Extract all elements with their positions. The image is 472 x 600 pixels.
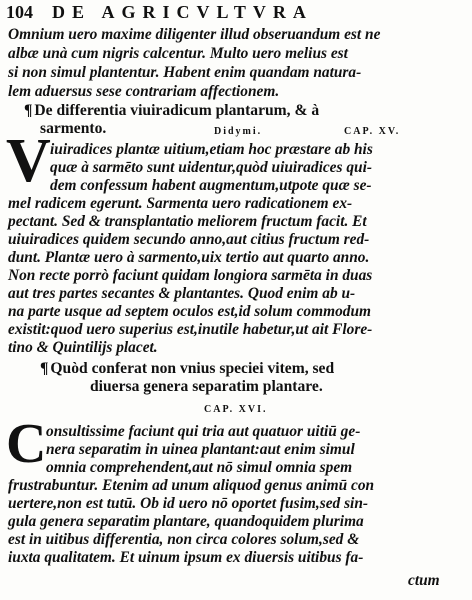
text-line: nera separatim in uinea plantant:aut enim simul: [46, 441, 355, 458]
text-line: dunt. Plantæ uero à sarmento,uix tertio aut quarto anno.: [8, 249, 370, 266]
pilcrow-icon: ¶: [24, 102, 33, 119]
text-line: aut tres partes secantes & plantantes. Quod enim ab u-: [8, 285, 356, 302]
text-line: pectant. Sed & transplantatio meliorem fructum facit. Et: [8, 213, 367, 230]
text-line: na parte usque ad septem oculos est,id solum commodum: [8, 303, 371, 320]
running-title: DE AGRICVLTVRA: [52, 2, 313, 22]
chapter-heading-text: De differentia viuiradicum plantarum, & à: [34, 102, 320, 119]
text-line: gula genera separatim plantare, quandoquidem plurima: [8, 513, 364, 530]
text-line: Non recte porrò faciunt quidam longiora sarmēta in duas: [8, 267, 373, 284]
text-line: albæ unà cum nigris calcentur. Multo uero melius est: [8, 45, 348, 62]
author-label: Didymi.: [214, 126, 263, 137]
text-line: frustrabuntur. Etenim ad unum aliquod genus animū con: [8, 477, 375, 494]
text-line: existit:quod uero superius est,inutile habetur,ut ait Flore-: [8, 321, 373, 338]
text-line: tino & Quintilijs placet.: [8, 339, 158, 356]
catchword: ctum: [408, 572, 440, 589]
text-line: quæ à sarmēto sunt uidentur,quòd uiuiradices qui-: [50, 159, 373, 176]
text-line: uiuiradices quidem secundo anno,aut citius fructum red-: [8, 231, 370, 248]
text-line: mel radicem egerunt. Sarmenta uero radicationem ex-: [8, 195, 353, 212]
text-line: dem confessum habent augmentum,utpote quæ se-: [50, 177, 372, 194]
drop-cap: V: [6, 127, 51, 195]
text-line: si non simul plantentur. Habent enim quandam natura-: [8, 64, 362, 81]
drop-cap: C: [6, 413, 47, 475]
chapter-number: CAP. XV.: [344, 126, 401, 137]
text-line: lem aduersus sese contrariam affectionem.: [8, 83, 280, 100]
text-line: Omnium uero maxime diligenter illud obseruandum est ne: [8, 26, 381, 43]
text-line: omnia comprehendent,aut nō simul omnia spem: [46, 459, 353, 476]
page-header: [6, 2, 468, 22]
chapter-heading: [40, 360, 472, 377]
text-line: onsultissime faciunt qui tria aut quatuor uitiū ge-: [46, 423, 361, 440]
text-line: iuxta qualitatem. Et uinum ipsum ex diuersis uitibus fa-: [8, 549, 364, 566]
chapter-heading-cont: sarmento.: [40, 120, 107, 137]
text-line: iuiradices plantæ uitium,etiam hoc præstare ab his: [50, 141, 373, 158]
chapter-number: CAP. XVI.: [204, 404, 268, 415]
chapter-heading-text: Quòd conferat non vnius speciei vitem, sed: [50, 360, 335, 377]
text-line: uertere,non est tutū. Ob id uero nō oportet fusim,sed sin-: [8, 495, 369, 512]
pilcrow-icon: ¶: [40, 360, 49, 377]
text-line: est in uitibus differentia, non circa colores solum,sed &: [8, 531, 360, 548]
chapter-heading-cont: diuersa genera separatim plantare.: [90, 378, 323, 395]
page-number: 104: [6, 2, 33, 22]
chapter-heading: [24, 102, 472, 119]
